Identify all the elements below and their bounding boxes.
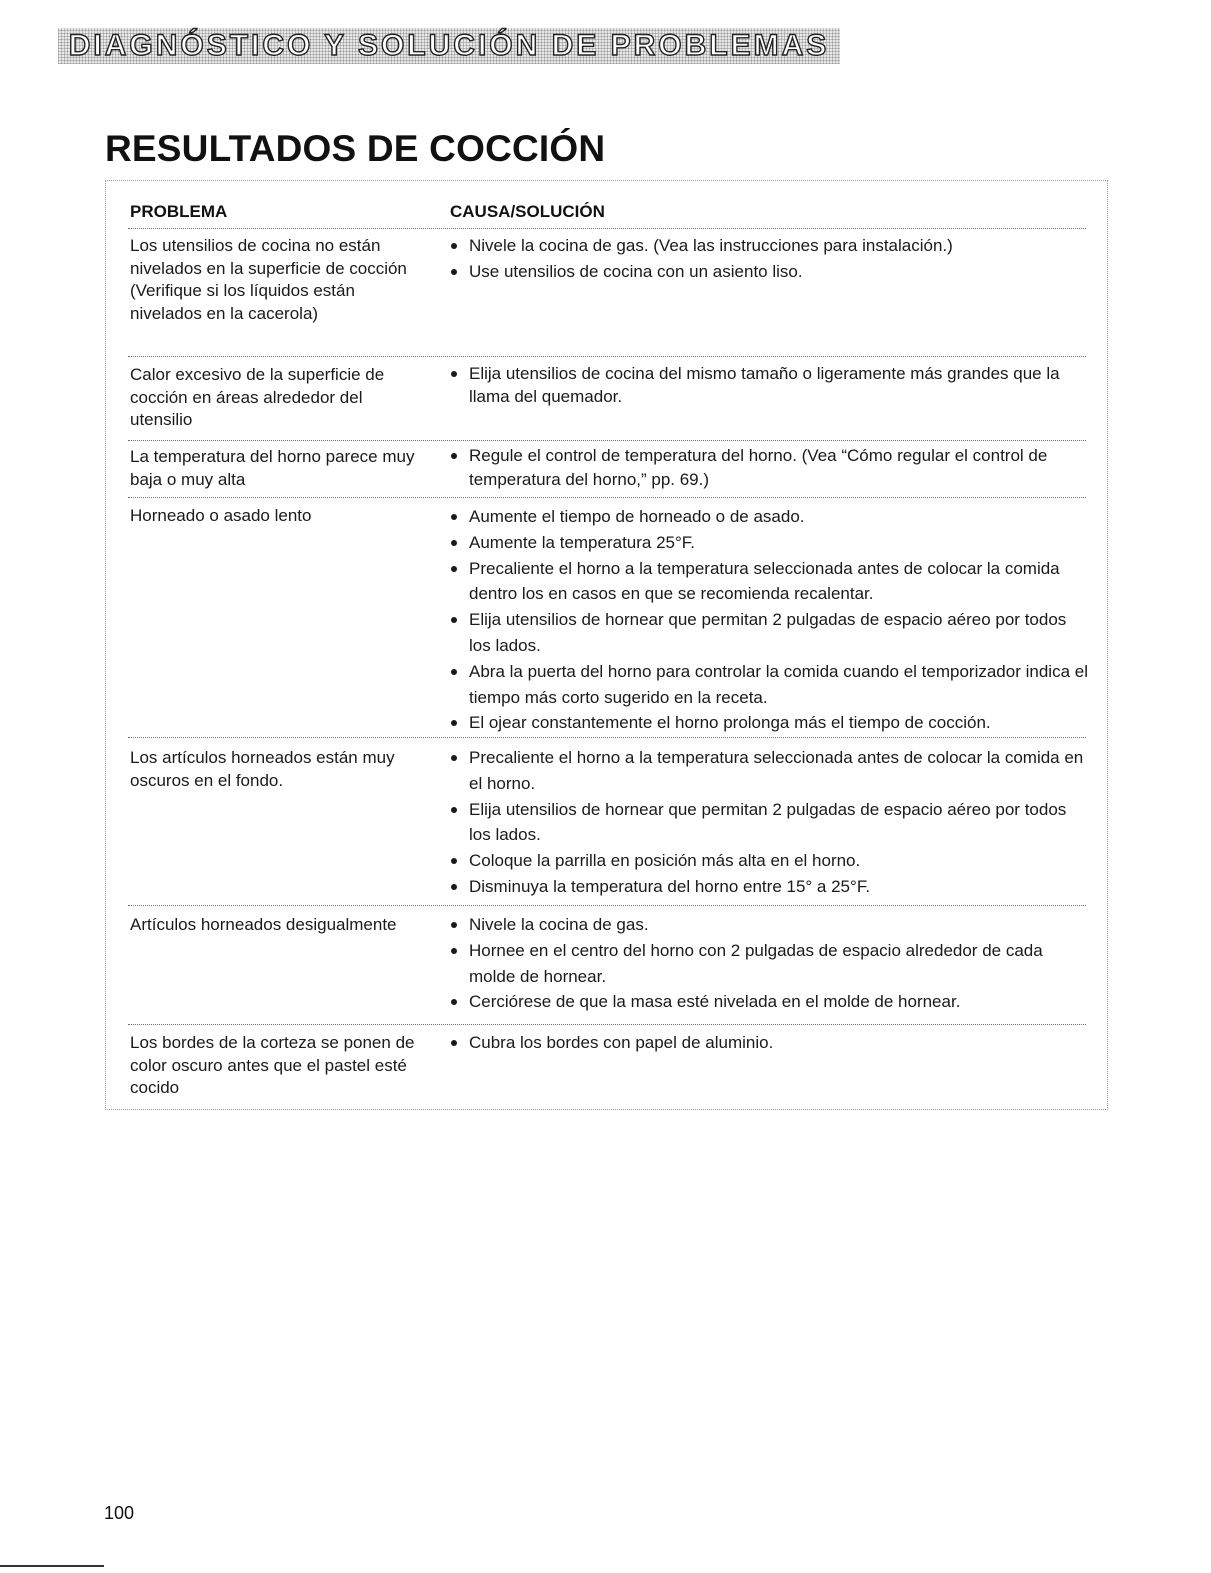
footer-rule [0, 1565, 104, 1567]
solution-text: Disminuya la temperatura del horno entre 15° a 25°F. [469, 876, 871, 896]
solution-list [450, 444, 1090, 492]
section-banner [58, 28, 840, 64]
bullet-icon [451, 948, 457, 954]
solution-item [450, 659, 1090, 711]
solution-text: Precaliente el horno a la temperatura seleccionada antes de colocar la comida en el horno. [469, 748, 1084, 793]
solution-list [450, 504, 1090, 736]
header-solution: CAUSA/SOLUCIÓN [450, 202, 605, 221]
bullet-icon [451, 720, 457, 726]
row-divider [128, 737, 1086, 738]
bullet-icon [451, 858, 457, 864]
problem-text: Los utensilios de cocina no están nivelados en la superficie de cocción (Verifique si los líquidos están nivelados en la cacerola) [130, 236, 407, 323]
solution-list [450, 912, 1090, 1015]
bullet-icon [451, 999, 457, 1005]
bullet-icon [451, 755, 457, 761]
solution-item [450, 710, 1090, 736]
row-divider [128, 1024, 1086, 1025]
problem-text: Los artículos horneados están muy oscuros en el fondo. [130, 748, 395, 790]
header-problem: PROBLEMA [130, 202, 228, 221]
bullet-icon [451, 617, 457, 623]
bullet-icon [451, 922, 457, 928]
row-divider [128, 905, 1086, 906]
solution-text: Precaliente el horno a la temperatura seleccionada antes de colocar la comida dentro los en casos en que se recomienda recalentar. [469, 558, 1060, 604]
solution-text: Nivele la cocina de gas. (Vea las instrucciones para instalación.) [469, 236, 953, 255]
bullet-icon [451, 884, 457, 890]
solution-text: Cubra los bordes con papel de aluminio. [469, 1033, 774, 1052]
bullet-icon [451, 1040, 457, 1046]
page-number: 100 [104, 1503, 135, 1523]
solution-item [450, 874, 1090, 900]
solution-item [450, 556, 1090, 608]
bullet-icon [451, 243, 457, 249]
solution-item [450, 797, 1090, 849]
problem-text: La temperatura del horno parece muy baja o muy alta [130, 447, 415, 489]
problem-text: Horneado o asado lento [130, 506, 312, 525]
solution-item [450, 848, 1090, 874]
solution-text: Aumente la temperatura 25°F. [469, 532, 696, 552]
solution-text: Regule el control de temperatura del horno. (Vea “Cómo regular el control de temperatura del horno,” pp. 69.) [469, 446, 1048, 489]
row-divider [128, 440, 1086, 441]
problem-text: Calor excesivo de la superficie de cocción en áreas alrededor del utensilio [130, 365, 385, 429]
bullet-icon [451, 514, 457, 520]
solution-list [450, 1030, 1090, 1056]
solution-text: Abra la puerta del horno para controlar la comida cuando el temporizador indica el tiempo más corto sugerido en la receta. [469, 661, 1088, 707]
solution-text: Use utensilios de cocina con un asiento liso. [469, 261, 803, 281]
solution-item [450, 938, 1090, 990]
row-divider [128, 228, 1086, 229]
solution-item [450, 363, 1090, 408]
solution-text: Elija utensilios de cocina del mismo tamaño o ligeramente más grandes que la llama del quemador. [469, 364, 1060, 406]
solution-item [450, 607, 1090, 659]
solution-item [450, 989, 1090, 1015]
solution-text: Cerciórese de que la masa esté nivelada en el molde de hornear. [469, 992, 961, 1012]
row-divider [128, 497, 1086, 498]
bullet-icon [451, 566, 457, 572]
solution-list [450, 745, 1090, 900]
solution-text: Elija utensilios de hornear que permitan 2 pulgadas de espacio aéreo por todos los lados. [469, 799, 1067, 845]
bullet-icon [451, 669, 457, 675]
solution-item [450, 530, 1090, 556]
section-banner-text: DIAGNÓSTICO Y SOLUCIÓN DE PROBLEMAS [68, 29, 830, 62]
solution-item [450, 1030, 1090, 1056]
bullet-icon [451, 807, 457, 813]
solution-text: Coloque la parrilla en posición más alta en el horno. [469, 851, 861, 871]
solution-text: Nivele la cocina de gas. [469, 915, 649, 934]
row-divider [128, 356, 1086, 357]
solution-item [450, 504, 1090, 530]
problem-text: Los bordes de la corteza se ponen de color oscuro antes que el pastel esté cocido [130, 1033, 415, 1097]
bullet-icon [451, 269, 457, 275]
solution-item [450, 444, 1090, 492]
solution-text: Elija utensilios de hornear que permitan 2 pulgadas de espacio aéreo por todos los lados. [469, 610, 1067, 655]
solution-text: El ojear constantemente el horno prolonga más el tiempo de cocción. [469, 713, 991, 733]
bullet-icon [451, 371, 457, 377]
bullet-icon [451, 540, 457, 546]
problem-text: Artículos horneados desigualmente [130, 915, 397, 934]
page-title: RESULTADOS DE COCCIÓN [105, 128, 606, 169]
solution-item [450, 745, 1090, 797]
bullet-icon [451, 453, 457, 459]
solution-list [450, 363, 1090, 408]
solution-text: Hornee en el centro del horno con 2 pulgadas de espacio alrededor de cada molde de hornear. [469, 940, 1043, 986]
solution-text: Aumente el tiempo de horneado o de asado. [469, 507, 805, 526]
solution-item [450, 233, 1090, 259]
solution-item [450, 259, 1090, 285]
solution-item [450, 912, 1090, 938]
solution-list [450, 233, 1090, 285]
